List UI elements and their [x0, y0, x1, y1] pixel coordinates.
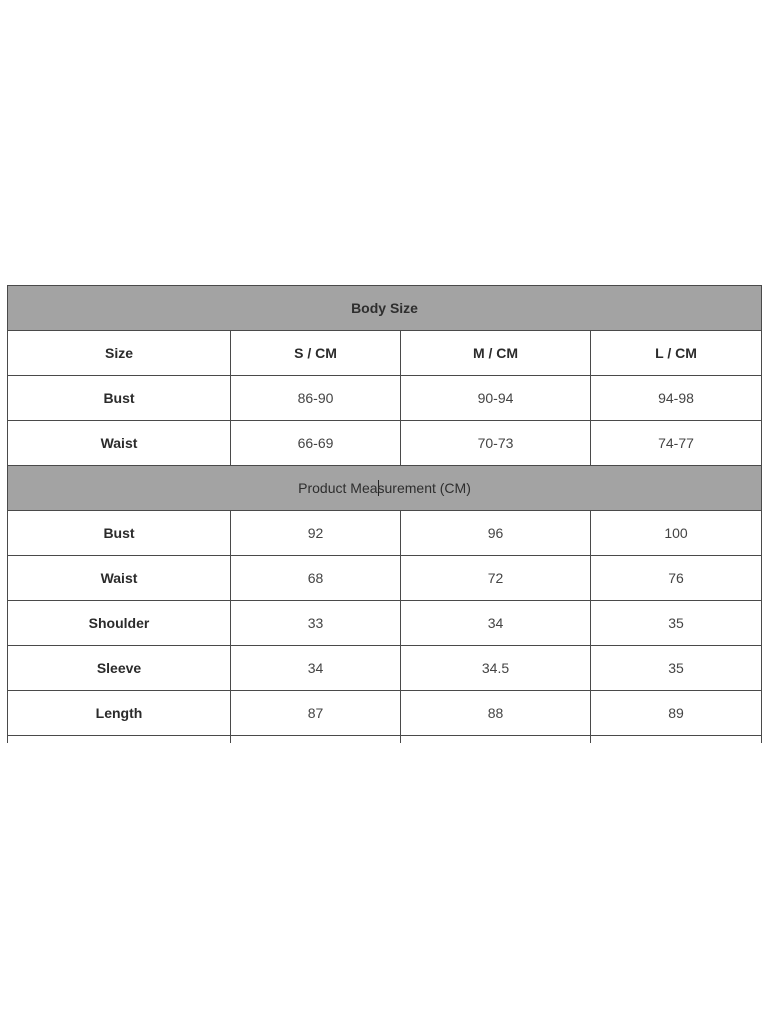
cell-value: 90-94 — [401, 376, 591, 421]
title-part-after-caret: surement (CM) — [377, 480, 471, 496]
cell-value: 35 — [591, 601, 762, 646]
row-label: Waist — [8, 421, 231, 466]
size-header-label: Size — [8, 331, 231, 376]
row-label: Waist — [8, 556, 231, 601]
cell-value: 34 — [401, 601, 591, 646]
empty-cell — [401, 736, 591, 744]
empty-cell — [591, 736, 762, 744]
product-measurement-title — [8, 466, 762, 511]
cell-value: 72 — [401, 556, 591, 601]
cell-value: 35 — [591, 646, 762, 691]
cell-value: 70-73 — [401, 421, 591, 466]
table-row — [8, 421, 762, 466]
size-chart-table — [7, 285, 762, 743]
cell-value: 86-90 — [231, 376, 401, 421]
table-row — [8, 556, 762, 601]
cell-value: 100 — [591, 511, 762, 556]
cell-value: 88 — [401, 691, 591, 736]
cell-value: 34 — [231, 646, 401, 691]
product-measurement-section-row — [8, 466, 762, 511]
row-label: Bust — [8, 376, 231, 421]
cell-value: 92 — [231, 511, 401, 556]
size-header-l: L / CM — [591, 331, 762, 376]
table-row — [8, 691, 762, 736]
cell-value: 76 — [591, 556, 762, 601]
cell-value: 74-77 — [591, 421, 762, 466]
empty-cell — [8, 736, 231, 744]
body-size-title: Body Size — [8, 286, 762, 331]
size-header-row — [8, 331, 762, 376]
cell-value: 33 — [231, 601, 401, 646]
table-row — [8, 376, 762, 421]
cell-value: 34.5 — [401, 646, 591, 691]
body-size-section-row — [8, 286, 762, 331]
row-label: Sleeve — [8, 646, 231, 691]
size-header-s: S / CM — [231, 331, 401, 376]
table-row — [8, 646, 762, 691]
cell-value: 94-98 — [591, 376, 762, 421]
row-label: Shoulder — [8, 601, 231, 646]
cell-value: 68 — [231, 556, 401, 601]
table-row — [8, 601, 762, 646]
title-part-before-caret: Product Mea — [298, 480, 378, 496]
cell-value: 66-69 — [231, 421, 401, 466]
cell-value: 89 — [591, 691, 762, 736]
row-label: Bust — [8, 511, 231, 556]
table-row-cut-off — [8, 736, 762, 744]
row-label: Length — [8, 691, 231, 736]
table-row — [8, 511, 762, 556]
size-header-m: M / CM — [401, 331, 591, 376]
cell-value: 96 — [401, 511, 591, 556]
cell-value: 87 — [231, 691, 401, 736]
empty-cell — [231, 736, 401, 744]
